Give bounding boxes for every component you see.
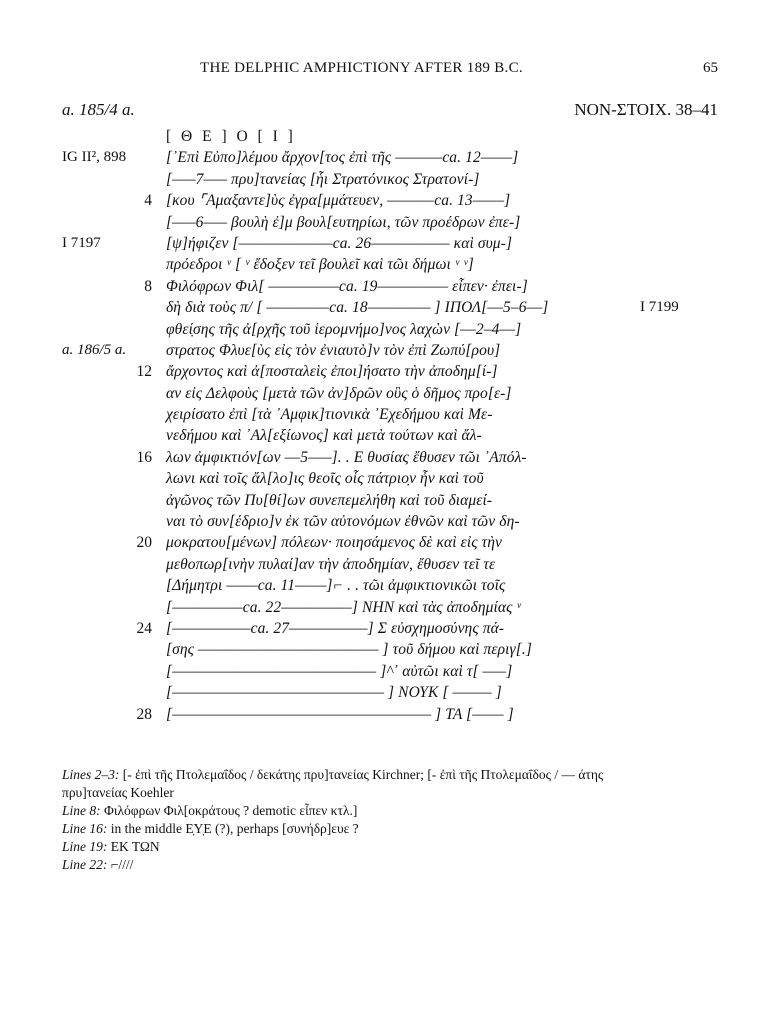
inscription-line [0, 682, 780, 703]
page-number: 65 [703, 60, 718, 76]
margin-reference: a. 186/5 a. [62, 341, 127, 358]
inscription-line [0, 554, 780, 575]
inscription-line [0, 661, 780, 682]
inscription-date: a. 185/4 a. [62, 100, 135, 119]
inscription-line [0, 447, 780, 468]
note-label: Line 16: [62, 821, 108, 836]
line-text: φθεί̣σης τῆς ἀ[ρχῆς τοῦ ἱερομνήμο]νος λαχὼν [––2–4––] [166, 320, 522, 338]
line-number: 24 [136, 619, 152, 637]
inscription-line [0, 532, 780, 553]
inscription-line [0, 169, 780, 190]
inscription-line [0, 490, 780, 511]
line-text: [––––––––––––––––––––––––––– ] ΝΟΥΚ [ ––––– ] [166, 684, 502, 702]
line-number: 20 [136, 534, 152, 552]
line-text: ἀγῶνος τῶν Πυ[θί]ων συνεπεμελήθη καὶ τοῦ διαμεί- [166, 491, 493, 509]
line-text: δὴ διὰ τοὺς π/ [ ––––––––ca. 18–––––––– ] ΙΠΟΛ[––5–6––] [166, 299, 549, 317]
inscription-line [0, 254, 780, 275]
line-text: [–––7––– πρυ]τανείας [ἧι Στρατόνικος Στρατονί-] [166, 170, 480, 188]
line-text: [σης ––––––––––––––––––––––– ] τοῦ δήμου καὶ περιγ[.] [166, 641, 532, 659]
stoichedon-note: NON-ΣΤΟΙΧ. 38–41 [574, 100, 718, 119]
note-text: [- ἐπὶ τῆς Πτολεμαΐδος / δεκάτης πρυ]τανείας Kirchner; [- ἐπὶ τῆς Πτολεμαΐδος / –– άτης [119, 767, 604, 782]
inscription-line [0, 404, 780, 425]
inscription-line [0, 704, 780, 725]
inscription-line [0, 212, 780, 233]
note-label: Line 19: [62, 839, 108, 854]
apparatus-note [62, 820, 742, 838]
inscription-line [0, 639, 780, 660]
inscription-line [0, 233, 780, 254]
line-text: λωνι καὶ τοῖς ἄλ[λο]ις θεοῖς οἷς πάτριο̣ν ἦν καὶ τοῦ [166, 470, 484, 488]
line-text: [–––6––– βουλὴ ἐ]μ βουλ[ευτηρίωι, τῶν προέδρων ἐπε-] [166, 213, 521, 231]
note-text: πρυ]τανείας Koehler [62, 785, 174, 800]
line-number: 4 [144, 192, 152, 210]
line-text: [᾿Επὶ Εὐπο]λέμου ἄρχον[τος ἐπὶ τῆς ––––––ca. 12––––] [166, 149, 519, 167]
inscription-line [0, 361, 780, 382]
inscription-line [0, 340, 780, 361]
inscription-line [0, 297, 780, 318]
line-text: ἄρχοντος καὶ ἀ[ποσταλεὶς ἐποι]ήσατο τὴν ἀποδημ[ί-] [166, 363, 498, 381]
line-text: [––––––––––ca. 27––––––––––] Σ εὐσχημοσύνης πά- [166, 619, 505, 637]
apparatus-note [62, 838, 742, 856]
apparatus-note [62, 784, 742, 802]
note-text: ΕΚ ΤΩΝ [107, 839, 160, 854]
note-label: Line 8: [62, 803, 101, 818]
line-text: [––––––––––––––––––––––––––––––––– ] ΤΑ [–––– ] [166, 705, 514, 723]
inscription-line [0, 147, 780, 168]
margin-reference-right: I 7199 [640, 299, 679, 316]
inscription-line [0, 511, 780, 532]
note-text: in the middle Ε̣Υ̣Ε (?), perhaps [συνήδρ]ευε ? [107, 821, 359, 836]
line-text: [ψ]ήφιζεν [––––––––––––ca. 26–––––––––– καὶ συμ-] [166, 234, 513, 252]
inscription-line [0, 383, 780, 404]
note-text: Φιλόφρων Φιλ[οκράτους ? demotic εἶπεν κτλ.] [100, 803, 358, 818]
apparatus-note [62, 856, 742, 874]
line-text: [–––––––––ca. 22–––––––––] ΝΗΝ καὶ τὰς ἀποδημίας ᵛ [166, 598, 521, 616]
note-label: Lines 2–3: [62, 767, 120, 782]
note-text: ⌐//// [107, 857, 134, 872]
inscription-line [0, 190, 780, 211]
margin-reference: IG II², 898 [62, 149, 127, 166]
line-text: νεδήμου καὶ ᾿Αλ[εξίωνος] καὶ μετὰ τούτων καὶ ἄλ- [166, 427, 482, 445]
inscription-text [0, 126, 780, 725]
line-text: [κου ⌜Αμαξαντε]ὺς ἐγρα[μμάτευεν, ––––––ca. 13––––] [166, 192, 511, 210]
line-text: μεθοπωρ[ινὴν πυλαί]αν τὴν ἀποδημίαν, ἔθυσεν τεῖ τε [166, 555, 496, 573]
apparatus-note [62, 802, 742, 820]
line-text: αν εἰς Δελφοὺς [μετὰ τῶν ἀν]δρῶν οὓς ὁ δῆμος προ[ε-] [166, 384, 512, 402]
line-text: στρατος Φλυε[ὺς εἰς τὸν ἐνιαυτὸ]ν τὸν ἐπὶ Ζωπύ[ρου] [166, 341, 501, 359]
inscription-line [0, 618, 780, 639]
apparatus-notes [62, 766, 742, 874]
inscription-line [0, 425, 780, 446]
line-text: [Δήμητρι ––––ca. 11––––]⌐ . . τῶι ἀμφικτιονικῶι τοῖς [166, 577, 506, 595]
line-text: χειρίσατο ἐπὶ [τὰ ᾿Αμφικ]τιονικὰ ᾿Εχεδήμου καὶ Με- [166, 406, 493, 424]
line-number: 16 [136, 448, 152, 466]
margin-reference: I 7197 [62, 234, 101, 251]
line-text: ναι τὸ συν[έδριο]ν ἐκ τῶν αὐτονόμων ἐθνῶν καὶ τῶν δη- [166, 513, 520, 531]
line-text: μοκρατου[μένων] πόλεων· ποιησάμενος δὲ καὶ εἰς τὴν [166, 534, 503, 552]
inscription-line [0, 126, 780, 147]
apparatus-note [62, 766, 742, 784]
line-text: [ Θ Ε ] Ο [ Ι ] [166, 128, 296, 145]
line-text: [–––––––––––––––––––––––––– ]^᾿ αὐτῶι καὶ τ[ –––] [166, 662, 513, 680]
running-head: THE DELPHIC AMPHICTIONY AFTER 189 B.C. [200, 60, 523, 76]
inscription-line [0, 468, 780, 489]
line-text: πρόεδροι ᵛ [ ᵛ ἔδοξεν τεῖ βουλεῖ καὶ τῶι δήμωι ᵛ ᵛ] [166, 256, 474, 274]
line-number: 12 [136, 363, 152, 381]
line-number: 8 [144, 277, 152, 295]
inscription-line [0, 319, 780, 340]
line-number: 28 [136, 705, 152, 723]
inscription-line [0, 575, 780, 596]
inscription-line [0, 276, 780, 297]
line-text: Φιλόφρων Φιλ[ –––––––––ca. 19––––––––– εἶπεν· ἐπει-] [166, 277, 528, 295]
line-text: λων ἀμφικτιόν[ων ––5–––]. . Ε θυσίας ἔθυσεν τῶι ᾿Απόλ- [166, 448, 527, 466]
note-label: Line 22: [62, 857, 108, 872]
inscription-line [0, 597, 780, 618]
